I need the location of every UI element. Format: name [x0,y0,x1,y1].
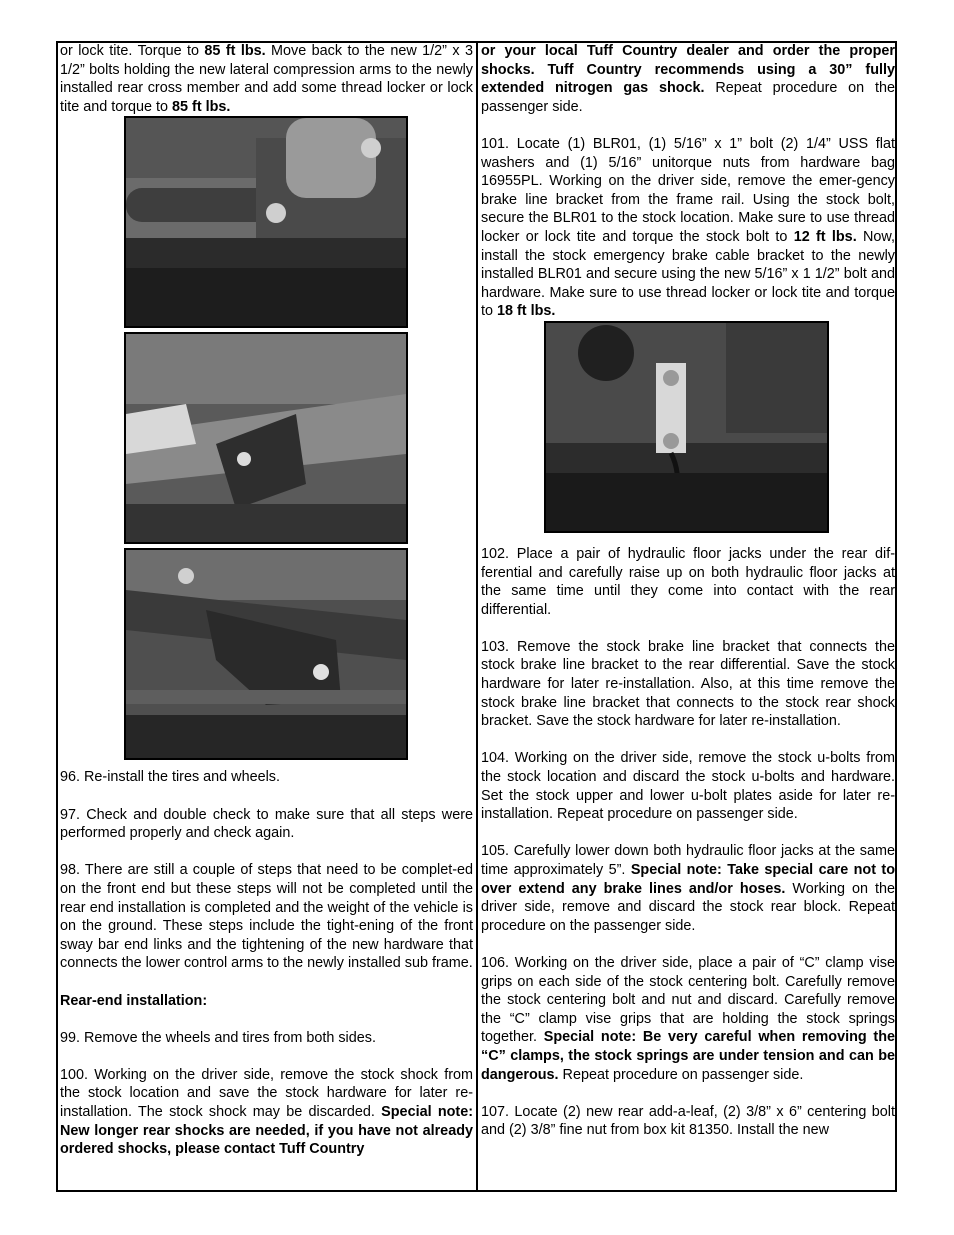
special-note: Special note: Take special care not to over extend any brake lines and/or hoses. [481,862,895,897]
left-column [60,42,473,1159]
step-103: 103. Remove the stock brake line bracket that connects the stock brake line bracket to the rear differential. Save the stock hardware for later re-installation. Also, at this time remove the stock brake line bracket that connects to the stock rear shock bracket. Save the stock hardware for later re-installation. [481,638,895,730]
step-99: 99. Remove the wheels and tires from both sides. [60,1029,376,1046]
special-note: Special note: New longer rear shocks are needed, if you have not already ordered shocks, please contact Tuff Country [60,1104,474,1158]
step-104: 104. Working on the driver side, remove the stock u-bolts from the stock location and discard the stock u-bolts and hardware. Set the stock upper and lower u-bolt plates aside for later re-installation. Repeat procedure on passenger side. [481,750,895,823]
photo-brake-line-bracket [544,321,829,533]
text: 106. Working on the driver side, place a pair of “C” clamp vise grips on each side of the stock centering bolt. Carefully remove the stock centering bolt and nut and discard. Carefully remove the “C” clamp vise grips that are holding the stock springs together. [481,954,895,1046]
heading-text: Rear-end installation: [60,992,208,1009]
text: 100. Working on the driver side, remove the stock shock from the stock location and save the stock hardware for later re-installation. The stock shock may be discarded. [60,1066,473,1121]
step-97: 97. Check and double check to make sure that all steps were performed properly and check again. [60,806,473,842]
step-107: 107. Locate (2) new rear add-a-leaf, (2) 3/8” x 6” centering bolt and (2) 3/8” fine nut from box kit 81350. Install the new [481,1103,895,1139]
torque-value: 85 ft lbs. [204,43,266,59]
step-101 [481,135,895,321]
column-divider [476,41,478,1192]
text: 105. Carefully lower down both hydraulic floor jacks at the same time approximately 5”. [481,843,895,878]
step-102: 102. Place a pair of hydraulic floor jacks under the rear dif-ferential and carefully raise up on both hydraulic floor jacks at the same time until they come into contact with the rear differential. [481,545,895,618]
text: Now, install the stock emergency brake cable bracket to the newly installed BLR01 and secure using the new 5/16” x 1 1/2” bolt and hardware. Make sure to use thread locker or lock tite and torque to [481,228,896,320]
special-note: Special note: Be very careful when removing the “C” clamps, the stock springs are under tension and can be dangerous. [481,1029,895,1083]
step-100-continued [481,42,895,116]
torque-value: 18 ft lbs. [497,303,556,320]
step-100 [60,1066,473,1159]
step-96: 96. Re-install the tires and wheels. [60,769,280,786]
text: Repeat procedure on the passenger side. [481,80,895,115]
text: Move back to the new 1/2” x 3 1/2” bolts holding the new lateral compression arms to the newly installed rear cross member and add some thread locker or lock tite and torque to [60,43,473,115]
photo-rear-bracket-bolt [124,548,408,760]
text: Working on the driver side, remove and discard the stock rear block. Repeat procedure on the passenger side. [481,880,895,934]
right-column [481,42,895,1140]
step-95-continued [60,42,473,116]
section-heading [60,992,473,1011]
torque-value: 12 ft lbs. [793,228,857,245]
step-105 [481,842,895,935]
special-note: or your local Tuff Country dealer and order the proper shocks. Tuff Country recommends using a 30” fully extended nitrogen gas shock. [481,43,895,97]
text: or lock tite. Torque to [60,43,205,59]
torque-value: 85 ft lbs. [172,98,231,115]
photo-compression-arm-bolts [124,116,408,328]
step-106 [481,954,895,1084]
text: 101. Locate (1) BLR01, (1) 5/16” x 1” bolt (2) 1/4” USS flat washers and (1) 5/16” unitorque nuts from hardware bag 16955PL. Working on the driver side, remove the emer-gency brake line bracket from the frame rail. Using the stock bolt, secure the BLR01 to the stock location. Make sure to use thread locker or lock tite and torque the stock bolt to [481,135,895,245]
step-98: 98. There are still a couple of steps that need to be complet-ed on the front end but these steps will not be completed until the rear end installation is completed and the weight of the vehicle is on the ground. These steps include the tight-ening of the front sway bar end links and the tightening of the new hardware that connects the lower control arms to the newly installed sub frame. [60,862,473,972]
text: Repeat procedure on passenger side. [558,1066,804,1083]
photo-cross-member-bracket [124,332,408,544]
